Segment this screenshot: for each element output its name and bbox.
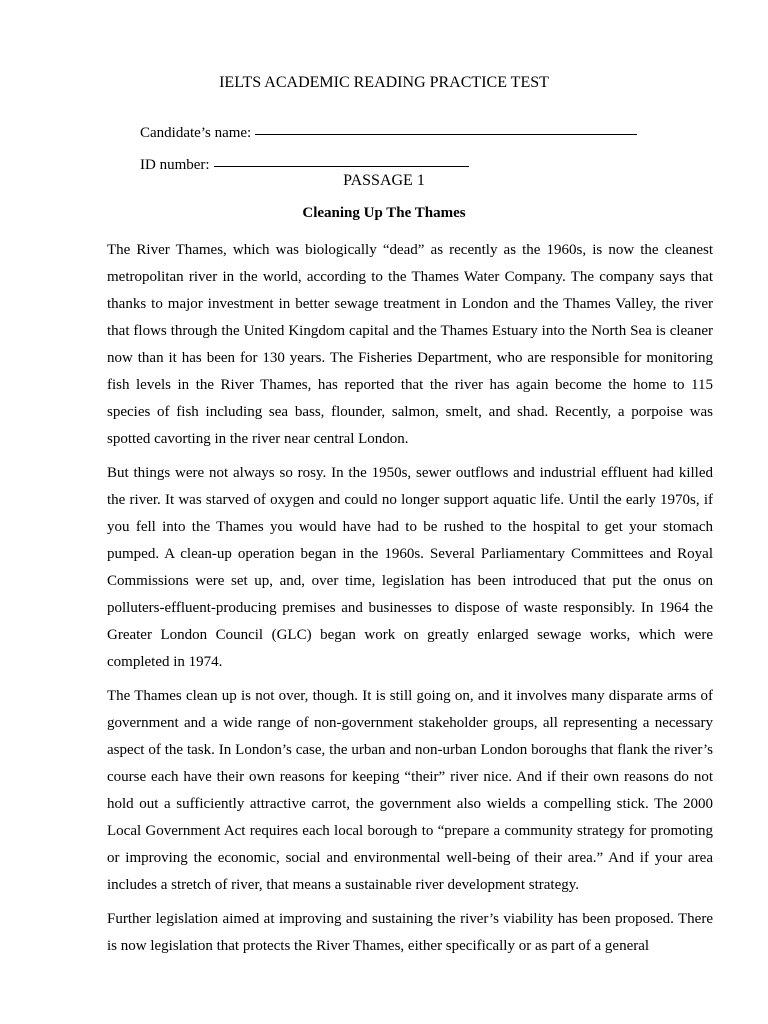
passage-body <box>107 237 713 967</box>
passage-subtitle: Cleaning Up The Thames <box>302 205 466 221</box>
paragraph: Further legislation aimed at improving and sustaining the river’s viability has been proposed. There is now legislation that protects the River Thames, either specifically or as part of a general <box>107 911 713 954</box>
id-number-line <box>214 165 469 167</box>
candidate-name-label: Candidate’s name: <box>140 125 252 141</box>
paragraph: The River Thames, which was biologically “dead” as recently as the 1960s, is now the cleanest metropolitan river in the world, according to the Thames Water Company. The company says that thanks to major investment in better sewage treatment in London and the Thames Valley, the river that flows through the United Kingdom capital and the Thames Estuary into the North Sea is cleaner now than it has been for 130 years. The Fisheries Department, who are responsible for monitoring fish levels in the River Thames, has reported that the river has again become the home to 115 species of fish including sea bass, flounder, salmon, smelt, and shad. Recently, a porpoise was spotted cavorting in the river near central London. <box>107 242 713 447</box>
test-title: IELTS ACADEMIC READING PRACTICE TEST <box>219 74 549 91</box>
id-number-label: ID number: <box>140 157 210 173</box>
paragraph: But things were not always so rosy. In the 1950s, sewer outflows and industrial effluent had killed the river. It was starved of oxygen and could no longer support aquatic life. Until the early 1970s, if you fell into the Thames you would have had to be rushed to the hospital to get your stomach pumped. A clean-up operation began in the 1960s. Several Parliamentary Committees and Royal Commissions were set up, and, over time, legislation has been introduced that put the onus on polluters-effluent-producing premises and businesses to dispose of waste responsibly. In 1964 the Greater London Council (GLC) began work on greatly enlarged sewage works, which were completed in 1974. <box>107 465 713 670</box>
candidate-name-line <box>255 133 637 135</box>
paragraph: The Thames clean up is not over, though. It is still going on, and it involves many disparate arms of government and a wide range of non-government stakeholder groups, all representing a necessary aspect of the task. In London’s case, the urban and non-urban London boroughs that flank the river’s course each have their own reasons for keeping “their” river nice. And if their own reasons do not hold out a sufficiently attractive carrot, the government also wields a compelling stick. The 2000 Local Government Act requires each local borough to “prepare a community strategy for promoting or improving the economic, social and environmental well-being of their area.” And if your area includes a stretch of river, that means a sustainable river development strategy. <box>107 688 713 893</box>
passage-heading: PASSAGE 1 <box>343 172 425 189</box>
